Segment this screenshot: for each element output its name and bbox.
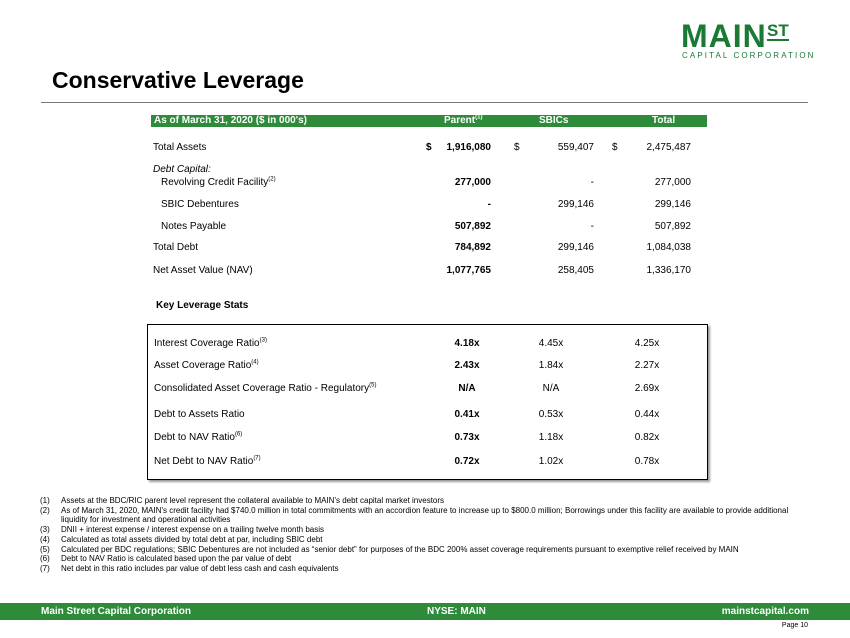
header-parent: Parent$^{(1)}$ xyxy=(444,114,483,126)
title-divider xyxy=(41,102,808,103)
footer-website: mainstcapital.com xyxy=(721,606,809,617)
parent-value: 277,000 xyxy=(454,177,491,188)
table-row xyxy=(151,141,707,155)
key-stat-row xyxy=(151,408,707,422)
row-label-text: Total Debt xyxy=(153,242,199,253)
footnote-number: (2) xyxy=(40,505,50,515)
total-value: 1,084,038 xyxy=(646,242,691,253)
total-value: 277,000 xyxy=(654,177,691,188)
key-stat-label xyxy=(154,455,261,469)
key-stat-total: 0.44x xyxy=(634,409,660,420)
sbics-value: 299,146 xyxy=(557,242,594,253)
key-stat-total: 0.78x xyxy=(634,456,660,467)
key-stat-row xyxy=(151,337,707,351)
logo-main-text: MAIN xyxy=(681,18,767,54)
row-label-text: Net Asset Value (NAV) xyxy=(153,265,253,276)
page-number: Page 10 xyxy=(781,622,808,629)
key-stat-label xyxy=(154,408,245,422)
sbics-value: 258,405 xyxy=(557,265,594,276)
total-value: 1,336,170 xyxy=(646,265,691,276)
key-stat-total: 4.25x xyxy=(634,338,660,349)
footnote-number: (5) xyxy=(40,544,50,554)
footnote-ref: (3) xyxy=(259,337,267,344)
key-stat-row xyxy=(151,431,707,445)
row-label xyxy=(153,163,211,177)
header-sbics: SBICs xyxy=(539,115,569,126)
sbics-value: 299,146 xyxy=(557,199,594,210)
footnote-ref: (7) xyxy=(253,455,261,462)
footnote xyxy=(40,554,810,564)
row-label xyxy=(153,241,198,255)
key-stat-sbics: 4.45x xyxy=(538,338,564,349)
key-stat-sbics: N/A xyxy=(542,383,560,394)
row-label-text: SBIC Debentures xyxy=(161,199,239,210)
table-row xyxy=(151,264,707,278)
total-value: 2,475,487 xyxy=(646,142,691,153)
key-stat-label-text: Interest Coverage Ratio xyxy=(154,338,260,349)
sbics-value: - xyxy=(590,221,594,232)
parent-value: 784,892 xyxy=(454,242,491,253)
key-stat-sbics: 1.84x xyxy=(538,360,564,371)
footnote xyxy=(40,545,810,555)
key-stat-sbics: 0.53x xyxy=(538,409,564,420)
parent-value: 507,892 xyxy=(454,221,491,232)
key-stat-label-text: Debt to Assets Ratio xyxy=(154,409,245,420)
key-stat-label xyxy=(154,359,259,373)
footnote-ref: (5) xyxy=(369,382,377,389)
row-label xyxy=(153,141,206,155)
footnote xyxy=(40,535,810,545)
key-stat-parent: 0.73x xyxy=(454,432,480,443)
header-date-label: As of March 31, 2020 ($ in 000's) xyxy=(154,115,308,126)
parent-dollar-sign: $ xyxy=(426,142,432,153)
footer-company: Main Street Capital Corporation xyxy=(41,606,192,617)
row-label xyxy=(161,176,276,190)
key-stat-sbics: 1.02x xyxy=(538,456,564,467)
footer-bar xyxy=(0,603,850,620)
key-leverage-stats-label: Key Leverage Stats xyxy=(156,300,249,311)
footer-ticker: NYSE: MAIN xyxy=(427,606,486,617)
footnote-text: Calculated per BDC regulations; SBIC Debentures are not included as “senior debt” for purposes of the BDC 200% asset coverage requirements pursuant to exemptive relief received by MAIN xyxy=(61,544,739,554)
footnote xyxy=(40,506,810,525)
footnote-text: DNII + interest expense / interest expense on a trailing twelve month basis xyxy=(61,525,325,535)
footnote-number: (7) xyxy=(40,563,50,573)
logo-subtitle: CAPITAL CORPORATION xyxy=(682,51,816,60)
key-stat-label-text: Asset Coverage Ratio xyxy=(154,360,252,371)
table-header xyxy=(151,115,707,127)
footnote-text: Debt to NAV Ratio is calculated based upon the par value of debt xyxy=(61,554,292,564)
key-stat-parent: 4.18x xyxy=(454,338,480,349)
key-stat-label xyxy=(154,382,376,396)
footnote-ref: (6) xyxy=(234,431,243,438)
row-label xyxy=(153,264,253,278)
row-label-text: Revolving Credit Facility xyxy=(161,177,269,188)
header-total: Total xyxy=(652,115,676,126)
footnote xyxy=(40,496,810,506)
footnotes xyxy=(40,496,810,574)
key-stat-label-text: Consolidated Asset Coverage Ratio - Regulatory xyxy=(154,383,370,394)
key-stat-row xyxy=(151,455,707,469)
sbics-value: 559,407 xyxy=(557,142,594,153)
footnote-number: (4) xyxy=(40,534,50,544)
parent-value: 1,916,080 xyxy=(446,142,491,153)
key-stat-total: 2.27x xyxy=(634,360,660,371)
key-stat-total: 0.82x xyxy=(634,432,660,443)
footnote-text: Assets at the BDC/RIC parent level represent the collateral available to MAIN's debt capital market investors xyxy=(61,496,445,505)
total-value: 299,146 xyxy=(654,199,691,210)
row-label-text: Total Assets xyxy=(153,142,207,153)
key-stat-label xyxy=(154,431,242,445)
key-stat-parent: 2.43x xyxy=(454,360,480,371)
footnote-text: As of March 31, 2020, MAIN's credit facility had $740.0 million in total commitments with an accordion feature to increase up to $800.0 million; Borrowings under this facility are available to provide additional liquidity for investment and operational activities xyxy=(61,505,789,525)
table-row xyxy=(151,198,707,212)
row-label-text: Debt Capital: xyxy=(153,164,211,175)
key-stat-row xyxy=(151,382,707,396)
table-row xyxy=(151,220,707,234)
parent-value: 1,077,765 xyxy=(446,265,491,276)
footnote-number: (1) xyxy=(40,496,50,505)
key-stat-parent: N/A xyxy=(458,383,476,394)
footnote-number: (6) xyxy=(40,554,50,564)
footnote-ref: (2) xyxy=(268,176,276,183)
key-stat-parent: 0.72x xyxy=(454,456,480,467)
table-row xyxy=(151,241,707,255)
key-stat-sbics: 1.18x xyxy=(538,432,564,443)
row-label-text: Notes Payable xyxy=(161,221,227,232)
row-label xyxy=(161,220,226,234)
footnote-text: Calculated as total assets divided by total debt at par, including SBIC debt xyxy=(61,534,323,544)
logo-st-text: ST xyxy=(767,21,789,40)
parent-value: - xyxy=(487,199,491,210)
total-value: 507,892 xyxy=(654,221,691,232)
table-row xyxy=(151,176,707,190)
key-stat-total: 2.69x xyxy=(634,383,660,394)
key-stat-label xyxy=(154,337,267,351)
key-stat-parent: 0.41x xyxy=(454,409,480,420)
footnote-ref: (4) xyxy=(251,359,259,366)
footnote-text: Net debt in this ratio includes par value of debt less cash and cash equivalents xyxy=(61,563,339,573)
table-row xyxy=(151,163,707,177)
page-title: Conservative Leverage xyxy=(52,67,304,93)
key-stat-label-text: Debt to NAV Ratio xyxy=(154,432,235,443)
sbics-value: - xyxy=(590,177,594,188)
key-stat-label-text: Net Debt to NAV Ratio xyxy=(154,456,254,467)
row-label xyxy=(161,198,239,212)
sbics-dollar-sign: $ xyxy=(514,142,520,153)
total-dollar-sign: $ xyxy=(612,142,618,153)
key-stat-row xyxy=(151,359,707,373)
footnote-number: (3) xyxy=(40,525,50,535)
footnote xyxy=(40,564,810,574)
footnote xyxy=(40,525,810,535)
